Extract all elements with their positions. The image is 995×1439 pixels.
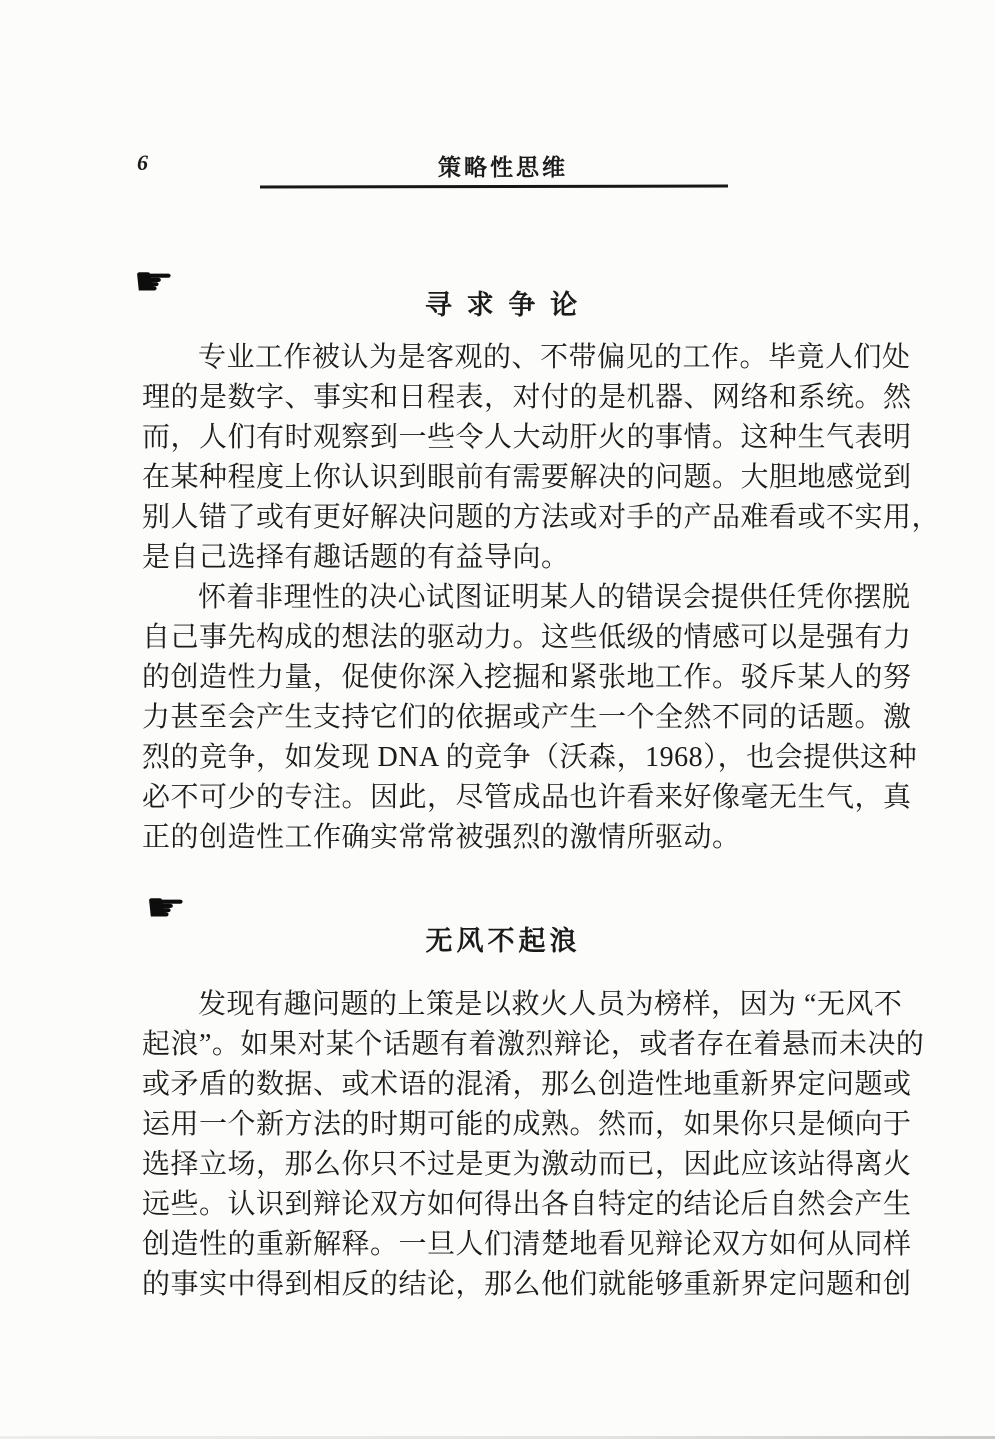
header-rule	[260, 185, 728, 189]
text-line: 自己事先构成的想法的驱动力。这些低级的情感可以是强有力	[142, 622, 912, 653]
text-line: 别人错了或有更好解决问题的方法或对手的产品难看或不实用，	[142, 502, 941, 533]
running-header-title: 策略性思维	[438, 155, 568, 180]
text-line: 运用一个新方法的时期可能的成熟。然而，如果你只是倾向于	[142, 1109, 912, 1140]
text-line: 必不可少的专注。因此，尽管成品也许看来好像毫无生气，真	[142, 782, 912, 813]
text-line: 烈的竞争，如发现 DNA 的竞争（沃森，1968），也会提供这种	[142, 742, 918, 773]
paragraph-3	[142, 985, 925, 1305]
text-line: 怀着非理性的决心试图证明某人的错误会提供任凭你摆脱	[198, 582, 911, 613]
text-line: 创造性的重新解释。一旦人们清楚地看见辩论双方如何从同样	[142, 1229, 912, 1260]
text-line: 起浪”。如果对某个话题有着激烈辩论，或者存在着悬而未决的	[142, 1029, 925, 1060]
text-line: 发现有趣问题的上策是以救火人员为榜样，因为 “无风不	[198, 989, 903, 1020]
text-line: 理的是数字、事实和日程表，对付的是机器、网络和系统。然	[142, 382, 912, 413]
text-line: 正的创造性工作确实常常被强烈的激情所驱动。	[142, 822, 741, 853]
text-line: 或矛盾的数据、或术语的混淆，那么创造性地重新界定问题或	[142, 1069, 912, 1100]
section-title-no-wind-no-waves: 无风不起浪	[425, 926, 581, 957]
section-title-seeking-debate: 寻 求 争 论	[424, 290, 582, 321]
paragraph-1	[142, 338, 941, 578]
text-line: 选择立场，那么你只不过是更为激动而已，因此应该站得离火	[142, 1149, 912, 1180]
section-1-body	[142, 338, 941, 858]
page-number: 6	[137, 150, 149, 175]
text-line: 的创造性力量，促使你深入挖掘和紧张地工作。驳斥某人的努	[142, 662, 912, 693]
text-line: 力甚至会产生支持它们的依据或产生一个全然不同的话题。激	[142, 702, 912, 733]
section-2-body	[142, 985, 925, 1305]
text-line: 远些。认识到辩论双方如何得出各自特定的结论后自然会产生	[142, 1189, 912, 1220]
text-line: 是自己选择有趣话题的有益导向。	[142, 542, 570, 573]
paragraph-2	[142, 578, 918, 858]
pointing-hand-icon: ☛	[145, 885, 187, 931]
text-line: 的事实中得到相反的结论，那么他们就能够重新界定问题和创	[142, 1269, 912, 1300]
text-line: 专业工作被认为是客观的、不带偏见的工作。毕竟人们处	[198, 342, 911, 373]
pointing-hand-icon: ☛	[133, 259, 175, 305]
text-line: 而，人们有时观察到一些令人大动肝火的事情。这种生气表明	[142, 422, 912, 453]
text-line: 在某种程度上你认识到眼前有需要解决的问题。大胆地感觉到	[142, 462, 912, 493]
